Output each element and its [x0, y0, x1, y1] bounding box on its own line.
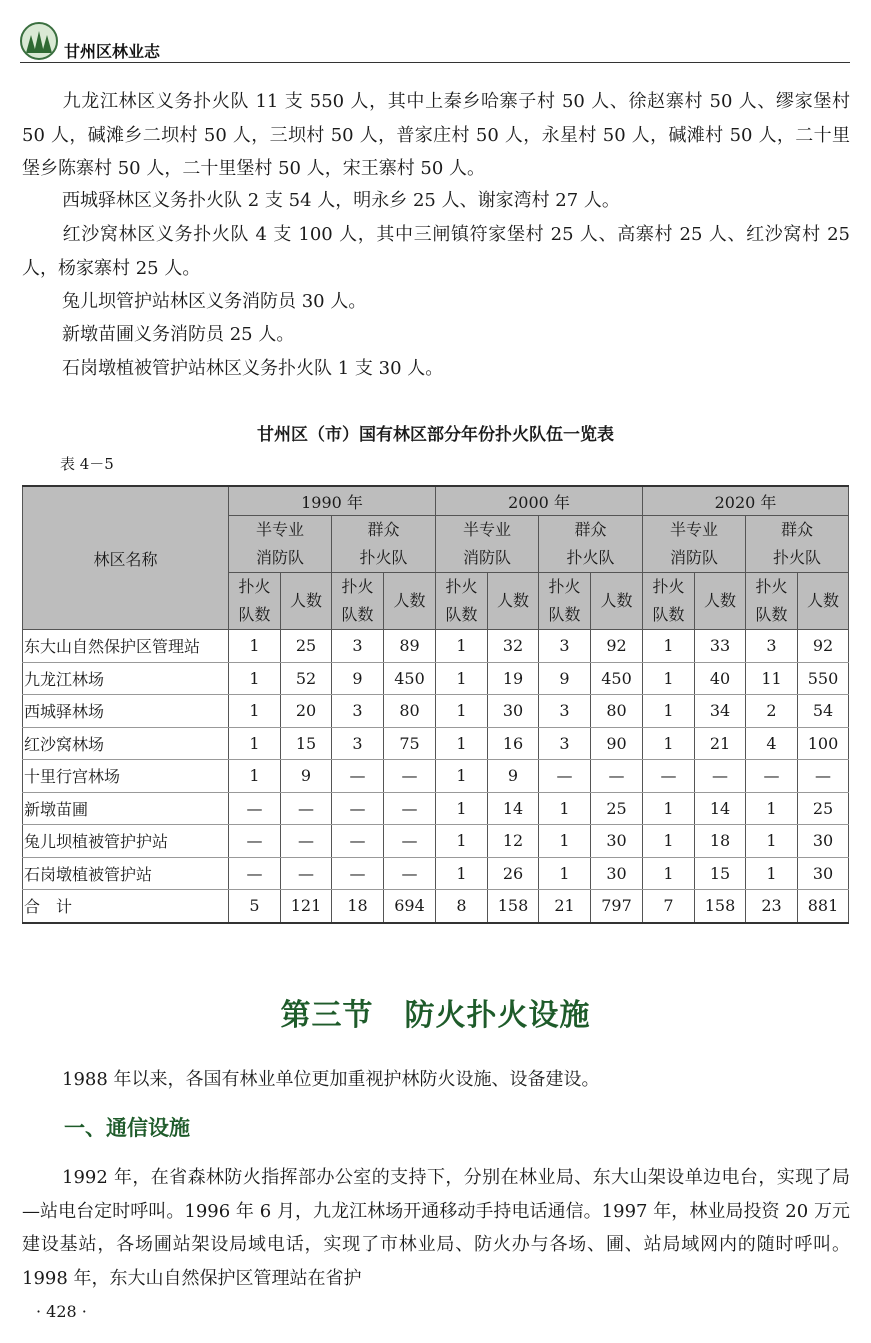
table-cell: 15 — [695, 857, 746, 890]
forest-logo-icon — [20, 22, 58, 60]
table-cell: — — [229, 857, 281, 890]
table-cell: 1 — [436, 727, 488, 760]
table-cell: 30 — [488, 695, 539, 728]
table-row — [23, 695, 849, 728]
paragraph-communication: 1992 年，在省森林防火指挥部办公室的支持下，分别在林业局、东大山架设单边电台，实现了局—站电台定时呼叫。1996 年 6 月，九龙江林场开通移动手持电话通信。1997 年，林业局投资 20 万元建设基站，各场圃站架设局域电话，实现了市林业局、防火办与各场、圃、站局域网内的随时呼叫。1998 年，东大山自然保护区管理站在省护 — [22, 1167, 850, 1289]
table-row — [23, 630, 849, 663]
table-cell: 30 — [591, 857, 643, 890]
header-team-count: 扑火 队数 — [229, 573, 281, 630]
table-cell: — — [798, 760, 849, 793]
row-name-cell: 合 计 — [23, 890, 229, 923]
section-title: 第三节 防火扑火设施 — [280, 998, 591, 1033]
header-people: 人数 — [488, 573, 539, 630]
header-people: 人数 — [281, 573, 332, 630]
table-cell: 15 — [281, 727, 332, 760]
table-cell: 30 — [798, 825, 849, 858]
header-people: 人数 — [695, 573, 746, 630]
header-year: 2020 年 — [643, 486, 849, 516]
header-semi-professional: 半专业 消防队 — [229, 516, 332, 573]
row-name-cell: 红沙窝林场 — [23, 727, 229, 760]
table-cell: 80 — [384, 695, 436, 728]
header-semi-professional: 半专业 消防队 — [643, 516, 746, 573]
table-cell: 1 — [643, 857, 695, 890]
table-cell: — — [384, 792, 436, 825]
table-cell: 90 — [591, 727, 643, 760]
header-mass-team: 群众 扑火队 — [539, 516, 643, 573]
page-header — [20, 22, 850, 62]
table-cell: — — [332, 825, 384, 858]
header-mass-team: 群众 扑火队 — [332, 516, 436, 573]
table-row — [23, 890, 849, 923]
book-title: 甘州区林业志 — [64, 42, 161, 61]
table-cell: 3 — [539, 695, 591, 728]
table-cell: 92 — [591, 630, 643, 663]
table-cell: 1 — [436, 825, 488, 858]
table-body — [23, 630, 849, 923]
table-cell: 1 — [229, 760, 281, 793]
table-cell: 18 — [695, 825, 746, 858]
table-title: 甘州区（市）国有林区部分年份扑火队伍一览表 — [257, 425, 614, 445]
header-people: 人数 — [384, 573, 436, 630]
table-cell: 1 — [229, 695, 281, 728]
table-cell: 881 — [798, 890, 849, 923]
table-cell: 9 — [332, 662, 384, 695]
row-name-cell: 西城驿林场 — [23, 695, 229, 728]
paragraph-tuerba: 兔儿坝管护站林区义务消防员 30 人。 — [62, 291, 367, 312]
header-team-count: 扑火 队数 — [539, 573, 591, 630]
table-cell: 100 — [798, 727, 849, 760]
table-cell: 1 — [229, 662, 281, 695]
table-cell: 3 — [539, 727, 591, 760]
table-cell: 1 — [539, 857, 591, 890]
table-row — [23, 792, 849, 825]
table-cell: 450 — [591, 662, 643, 695]
table-cell: 75 — [384, 727, 436, 760]
table-cell: 1 — [229, 630, 281, 663]
table-cell: 9 — [281, 760, 332, 793]
table-cell: 550 — [798, 662, 849, 695]
table-cell: — — [384, 825, 436, 858]
table-cell: — — [332, 792, 384, 825]
row-name-cell: 新墩苗圃 — [23, 792, 229, 825]
table-cell: 26 — [488, 857, 539, 890]
table-cell: 9 — [539, 662, 591, 695]
header-people: 人数 — [798, 573, 849, 630]
table-cell: 20 — [281, 695, 332, 728]
table-cell: — — [643, 760, 695, 793]
paragraph-jiulongjiang: 九龙江林区义务扑火队 11 支 550 人，其中上秦乡哈寨子村 50 人、徐赵寨村 50 人、缪家堡村 50 人，碱滩乡二坝村 50 人，三坝村 50 人，普家庄村 50 人，永星村 50 人，碱滩村 50 人，二十里堡乡陈寨村 50 人，二十里堡村 50 人，宋王寨村 50 人。 — [22, 91, 850, 179]
table-cell: 21 — [539, 890, 591, 923]
table-cell: — — [332, 760, 384, 793]
table-row — [23, 857, 849, 890]
table-cell: — — [281, 792, 332, 825]
table-cell: 40 — [695, 662, 746, 695]
table-cell: 1 — [746, 857, 798, 890]
paragraph-hongshawo: 红沙窝林区义务扑火队 4 支 100 人，其中三闸镇符家堡村 25 人、高寨村 25 人、红沙窝村 25 人，杨家寨村 25 人。 — [22, 224, 850, 279]
table-cell: 54 — [798, 695, 849, 728]
row-name-cell: 兔儿坝植被管护护站 — [23, 825, 229, 858]
table-cell: 2 — [746, 695, 798, 728]
header-people: 人数 — [591, 573, 643, 630]
table-cell: 1 — [436, 792, 488, 825]
table-cell: 121 — [281, 890, 332, 923]
table-cell: 30 — [798, 857, 849, 890]
table-cell: — — [229, 825, 281, 858]
table-cell: 33 — [695, 630, 746, 663]
table-cell: 89 — [384, 630, 436, 663]
table-cell: 5 — [229, 890, 281, 923]
table-row — [23, 825, 849, 858]
table-cell: 158 — [695, 890, 746, 923]
table-cell: 25 — [798, 792, 849, 825]
table-cell: 3 — [332, 727, 384, 760]
table-cell: — — [746, 760, 798, 793]
table-cell: 11 — [746, 662, 798, 695]
table-cell: 52 — [281, 662, 332, 695]
table-cell: 1 — [643, 727, 695, 760]
table-cell: 12 — [488, 825, 539, 858]
table-cell: 23 — [746, 890, 798, 923]
table-cell: 8 — [436, 890, 488, 923]
table-cell: 19 — [488, 662, 539, 695]
table-cell: — — [384, 760, 436, 793]
header-semi-professional: 半专业 消防队 — [436, 516, 539, 573]
table-cell: — — [229, 792, 281, 825]
table-number: 表 4－5 — [60, 455, 114, 473]
table-cell: 32 — [488, 630, 539, 663]
header-team-count: 扑火 队数 — [746, 573, 798, 630]
table-cell: 80 — [591, 695, 643, 728]
table-cell: 3 — [539, 630, 591, 663]
table-cell: 3 — [332, 695, 384, 728]
row-name-cell: 九龙江林场 — [23, 662, 229, 695]
header-year: 1990 年 — [229, 486, 436, 516]
page-number: · 428 · — [36, 1302, 87, 1321]
table-cell: 1 — [643, 792, 695, 825]
table-cell: 1 — [436, 760, 488, 793]
table-row — [23, 662, 849, 695]
table-cell: — — [539, 760, 591, 793]
table-cell: 9 — [488, 760, 539, 793]
paragraph-xindun: 新墩苗圃义务消防员 25 人。 — [62, 324, 295, 345]
table-cell: 1 — [539, 825, 591, 858]
row-name-cell: 石岗墩植被管护站 — [23, 857, 229, 890]
row-name-cell: 十里行宫林场 — [23, 760, 229, 793]
paragraph-xichengyi: 西城驿林区义务扑火队 2 支 54 人，明永乡 25 人、谢家湾村 27 人。 — [62, 190, 620, 211]
table-cell: 4 — [746, 727, 798, 760]
table-cell: 1 — [746, 825, 798, 858]
table-row — [23, 760, 849, 793]
table-cell: 1 — [436, 695, 488, 728]
table-cell: 30 — [591, 825, 643, 858]
header-divider — [20, 62, 850, 63]
header-team-count: 扑火 队数 — [332, 573, 384, 630]
table-cell: — — [281, 857, 332, 890]
table-cell: 797 — [591, 890, 643, 923]
table-cell: 1 — [229, 727, 281, 760]
table-cell: 1 — [436, 630, 488, 663]
table-cell: — — [695, 760, 746, 793]
subsection-title: 一、通信设施 — [64, 1116, 190, 1140]
row-name-cell: 东大山自然保护区管理站 — [23, 630, 229, 663]
header-name: 林区名称 — [23, 486, 229, 630]
table-cell: — — [332, 857, 384, 890]
section-intro: 1988 年以来，各国有林业单位更加重视护林防火设施、设备建设。 — [62, 1069, 600, 1090]
table-cell: 25 — [591, 792, 643, 825]
paragraph-shigangdun: 石岗墩植被管护站林区义务扑火队 1 支 30 人。 — [62, 358, 444, 379]
table-cell: 92 — [798, 630, 849, 663]
table-cell: 450 — [384, 662, 436, 695]
header-team-count: 扑火 队数 — [436, 573, 488, 630]
table-cell: 158 — [488, 890, 539, 923]
table-cell: 14 — [695, 792, 746, 825]
header-team-count: 扑火 队数 — [643, 573, 695, 630]
table-cell: — — [384, 857, 436, 890]
table-cell: 1 — [539, 792, 591, 825]
table-cell: 1 — [643, 695, 695, 728]
table-cell: 21 — [695, 727, 746, 760]
table-cell: 1 — [643, 825, 695, 858]
header-mass-team: 群众 扑火队 — [746, 516, 849, 573]
table-row — [23, 727, 849, 760]
table-cell: 1 — [746, 792, 798, 825]
table-cell: 694 — [384, 890, 436, 923]
table-cell: 3 — [332, 630, 384, 663]
table-cell: 1 — [643, 630, 695, 663]
table-cell: 1 — [436, 857, 488, 890]
table-cell: — — [281, 825, 332, 858]
table-cell: 14 — [488, 792, 539, 825]
table-cell: 18 — [332, 890, 384, 923]
table-cell: 25 — [281, 630, 332, 663]
table-cell: 16 — [488, 727, 539, 760]
header-year: 2000 年 — [436, 486, 643, 516]
table-cell: 3 — [746, 630, 798, 663]
table-cell: 7 — [643, 890, 695, 923]
table-cell: 34 — [695, 695, 746, 728]
firefighting-team-table — [22, 485, 849, 924]
table-cell: 1 — [436, 662, 488, 695]
table-cell: 1 — [643, 662, 695, 695]
table-cell: — — [591, 760, 643, 793]
